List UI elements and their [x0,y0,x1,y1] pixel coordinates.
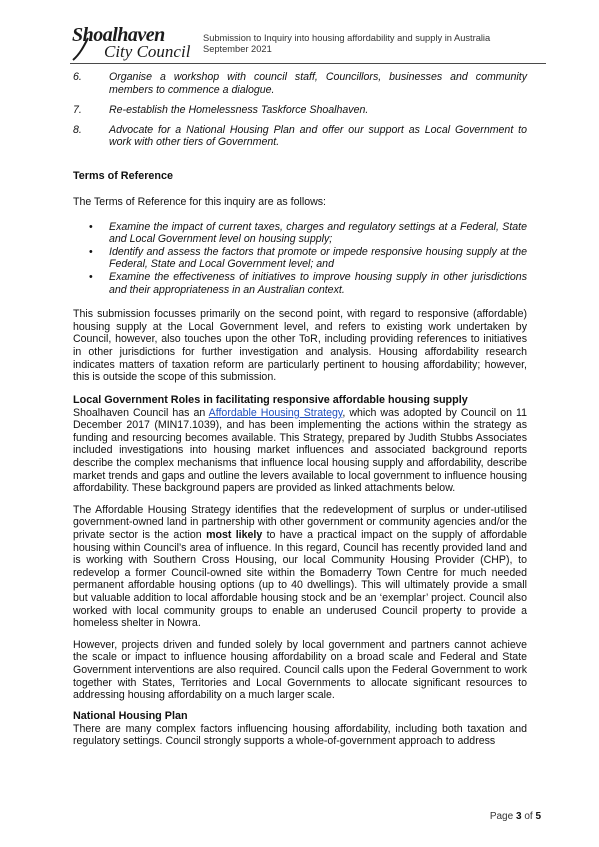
list-item [73,221,527,246]
item-text: Organise a workshop with council staff, Councillors, businesses and community members to commence a dialogue. [109,71,527,96]
page-footer [490,811,541,822]
roles-p2-after: to have a practical impact on the supply of affordable housing within Council’s area of influence. In this regard, Council has recently provided land and is working with Southern Cross Housing, our local Community Housing Provider (CHP), to redevelop a former Council-owned site within the Bomaderry Town Centre for much needed permanent affordable housing options (up to 40 dwellings). This will ultimately provide a small but valuable addition to local affordable housing stock and be an ‘exemplar’ project. Council also worked with local community groups to enable an underused Council property to provide a homeless shelter in Nowra. [73,529,527,630]
item-number: 8. [73,123,82,136]
item-number: 6. [73,71,82,83]
roles-p1-before: Shoalhaven Council has an [73,406,209,419]
header-doc-info [203,33,490,55]
footer-page-number: 3 [515,811,522,822]
numbered-item [73,124,527,149]
footer-page-word: Page [489,811,514,822]
footer-of-word: of [524,811,533,822]
terms-paragraph: This submission focusses primarily on the second point, with regard to responsive (affordable) housing supply at the Local Government level, and refers to existing work undertaken by Council, however, also touches upon the other ToR, including providing references to initiatives in other jurisdictions for further investigation and analysis. Housing affordability research indicates matters of taxation reform are particularly pertinent to housing affordability; however, this is outside the scope of this submission. [73,308,527,384]
header-doc-date: September 2021 [203,44,272,54]
bullet-text: Identify and assess the factors that promote or impede responsive housing supply at the Federal, State and Local Government level; and [109,245,527,271]
roles-p2-bold: most likely [206,529,263,542]
numbered-item [73,71,527,96]
plan-paragraph-1: There are many complex factors influencing housing affordability, including both taxation and regulatory settings. Council strongly supports a whole-of-government approach to address [73,722,527,748]
bullet-icon: • [89,220,93,233]
bullet-text: Examine the impact of current taxes, charges and regulatory settings at a Federal, State and Local Government level on housing supply; [109,220,527,246]
roles-p1-after: , which was adopted by Council on 11 December 2017 (MIN17.1039), and has been implementing the actions within the strategy as funding and resourcing becomes available. This Strategy, prepared by Judith Stubbs Associates included investigations into housing market influences and associated background reports describe the complex mechanisms that influence local housing supply and affordability, describe market trends and gaps and outline the levers available to local government to influence housing affordability. These background papers are provided as linked attachments below. [73,406,527,495]
bullet-text: Examine the effectiveness of initiatives to improve housing supply in other jurisdictions and their appropriateness in an Australian context. [109,270,527,296]
terms-heading: Terms of Reference [73,169,174,182]
roles-paragraph-2 [73,504,527,630]
roles-p2-before: The Affordable Housing Strategy identifies that the redevelopment of surplus or under-utilised government-owned land in partnership with other government or community agencies and/or the private sector is the action [73,503,527,542]
terms-intro: The Terms of Reference for this inquiry are as follows: [73,195,326,208]
page-header [70,24,546,64]
bullet-icon: • [89,245,93,258]
item-text: Advocate for a National Housing Plan and offer our support as Local Government to work with other tiers of Government. [109,123,527,149]
affordable-housing-strategy-link[interactable]: Affordable Housing Strategy [208,406,343,419]
list-item [73,246,527,271]
terms-bullet-list [73,221,527,297]
header-divider [70,63,546,64]
header-doc-title: Submission to Inquiry into housing affordability and supply in Australia [203,33,491,43]
page-content [73,71,527,748]
roles-paragraph-1 [73,407,527,495]
item-number: 7. [73,104,82,117]
numbered-item [73,104,527,117]
roles-paragraph-3: However, projects driven and funded solely by local government and partners cannot achieve the scale or impact to influence housing affordability on a broad scale and Federal and State Government interventions are also required. Council calls upon the Federal Government to work together with States, Territories and Local Governments to allocate significant resources to addressing housing affordability on a much larger scale. [73,638,527,702]
plan-heading: National Housing Plan [73,709,188,722]
roles-heading: Local Government Roles in facilitating responsive affordable housing supply [73,393,468,406]
logo-wordmark-top: Shoalhaven [72,24,165,46]
footer-page-total: 5 [535,811,541,822]
council-logo [70,24,200,64]
list-item [73,271,527,296]
logo-wordmark-bottom: City Council [104,42,191,61]
item-text: Re-establish the Homelessness Taskforce Shoalhaven. [109,104,369,117]
bullet-icon: • [89,270,93,283]
